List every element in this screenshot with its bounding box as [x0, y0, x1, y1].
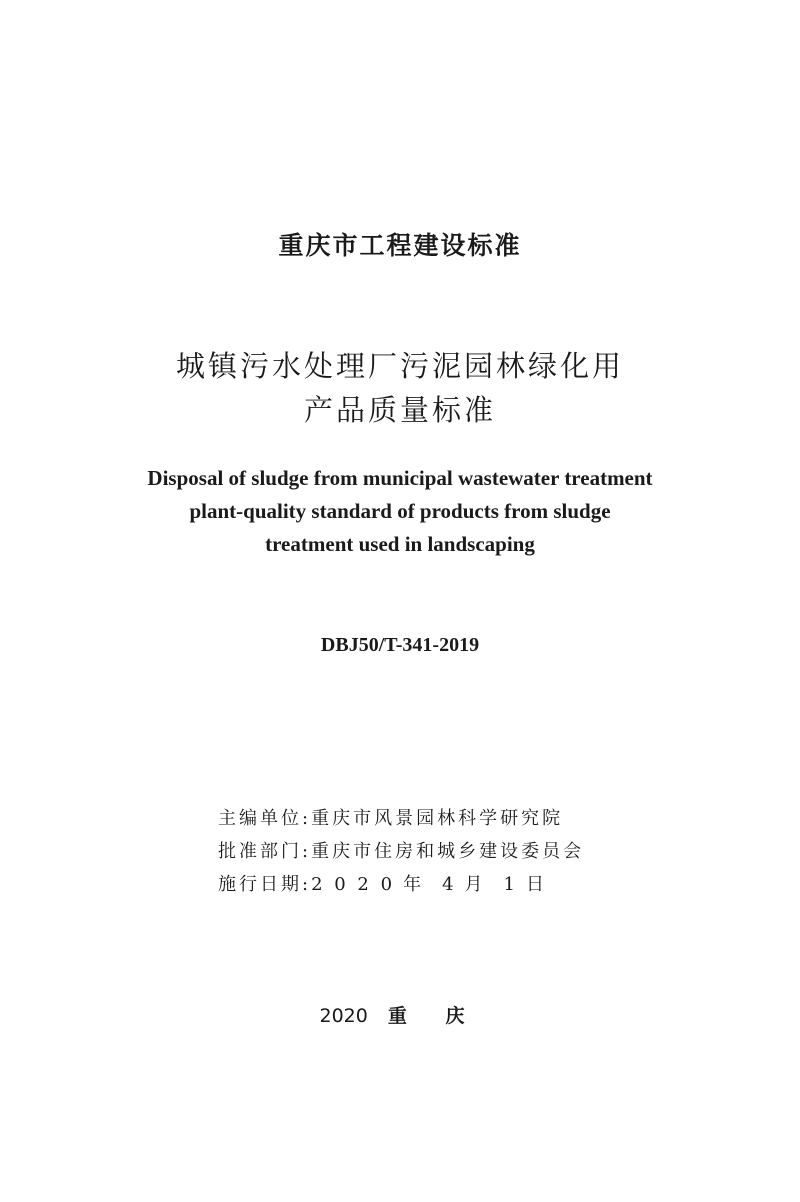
series-title: 重庆市工程建设标准: [278, 231, 522, 260]
day-unit: 日: [525, 874, 547, 895]
approver-row: [218, 835, 584, 868]
approver-label: 批准部门:: [218, 841, 312, 862]
editor-label: 主编单位:: [218, 808, 312, 829]
english-title: [0, 462, 800, 561]
editor-value: 重庆市风景园林科学研究院: [311, 808, 564, 829]
effective-date-row: [218, 868, 584, 901]
effective-month: 4: [442, 874, 457, 895]
month-unit: 月: [464, 874, 486, 895]
issuance-info: [218, 802, 584, 901]
year-unit: 年: [403, 874, 425, 895]
effective-year: 2 0 2 0: [311, 874, 396, 895]
english-title-line-1: Disposal of sludge from municipal wastewater treatment: [147, 466, 653, 490]
editor-row: [218, 802, 584, 835]
approver-value: 重庆市住房和城乡建设委员会: [311, 841, 585, 862]
publication-year: 2020: [319, 1005, 368, 1027]
chinese-title-line-1: 城镇污水处理厂污泥园林绿化用: [175, 349, 624, 383]
effective-day: 1: [503, 874, 518, 895]
effective-date-label: 施行日期:: [218, 874, 312, 895]
english-title-line-2: plant-quality standard of products from sludge: [189, 499, 611, 523]
standard-code: DBJ50/T-341-2019: [320, 634, 480, 656]
chinese-title: [0, 344, 800, 432]
publication-footer: [0, 1002, 800, 1030]
publication-city: 重 庆: [387, 1005, 481, 1027]
english-title-line-3: treatment used in landscaping: [265, 532, 535, 556]
chinese-title-line-2: 产品质量标准: [303, 393, 496, 427]
